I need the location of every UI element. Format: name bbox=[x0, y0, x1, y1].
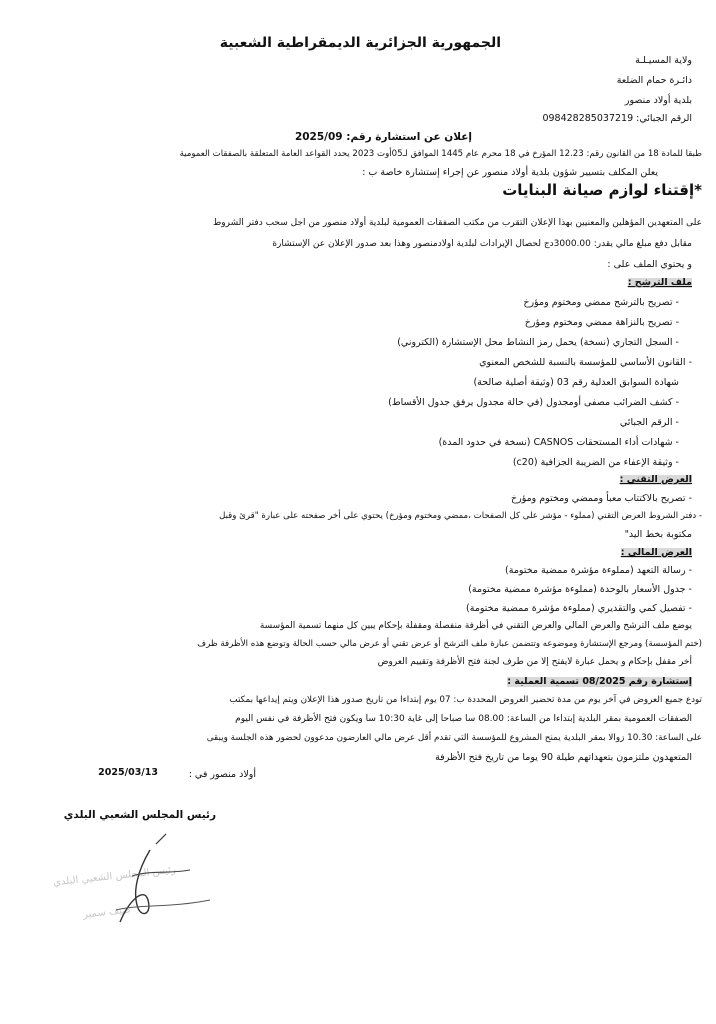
consultation-line-2: الصفقات العمومية بمقر البلدية إبتداءا من الساعة: 08.00 سا صباحا إلى غاية 10:30 سا ويكون فتح الأظرفة في نفس اليوم bbox=[235, 714, 692, 724]
republic-title: الجمهورية الجزائرية الديمقراطية الشعبية bbox=[219, 35, 501, 51]
financial-item: - رسالة التعهد (مملوءة مؤشرة ممضية مختومة) bbox=[505, 565, 692, 576]
legal-basis: طبقا للمادة 18 من القانون رقم: 12.23 المؤرخ في 18 محرم عام 1445 الموافق لـ05أوت 2023 يحدد القواعد العامة المتعلقة بالصفقات العمومية bbox=[179, 149, 702, 159]
candidature-item: - القانون الأساسي للمؤسسة بالنسبة للشخص المعنوي bbox=[479, 357, 692, 368]
tax-number: الرقم الجبائي: 098428285037219 bbox=[542, 113, 692, 124]
financial-title: العرض المالي : bbox=[620, 547, 692, 558]
paragraph-3: و يحتوي الملف على : bbox=[607, 259, 692, 270]
candidature-item: - الرقم الجبائي bbox=[619, 417, 679, 428]
stamp-name: ضيف سمير bbox=[82, 904, 132, 921]
announcement-intro: يعلن المكلف بتسيير شؤون بلدية أولاد منصور عن إجراء إستشارة خاصة ب : bbox=[362, 167, 658, 178]
stamp-title: رئيس المجلس الشعبي البلدي bbox=[52, 864, 177, 889]
candidature-item: - وثيقة الإعفاء من الضريبة الجزافية (c20) bbox=[512, 457, 679, 468]
candidature-title: ملف الترشح : bbox=[627, 277, 692, 288]
technical-item: - دفتر الشروط العرض التقني (مملوء - مؤشر على كل الصفحات ،ممضي ومختوم ومؤرخ) يحتوي على أخر صفحته على عبارة "قرئ وقبل bbox=[219, 511, 702, 521]
consultation-line-4: المتعهدون ملتزمون بتعهداتهم طيلة 90 يوما من تاريخ فتح الأظرفة bbox=[435, 752, 692, 763]
commune-line: بلدية أولاد منصور bbox=[624, 95, 692, 106]
candidature-item: - كشف الضرائب مصفى أومجدول (في حالة مجدول يرفق جدول الأقساط) bbox=[388, 397, 679, 408]
financial-item: - تفصيل كمي والتقديري (مملوءة مؤشرة ممضية مختومة) bbox=[466, 603, 692, 614]
financial-item: - جدول الأسعار بالوحدة (مملوءة مؤشرة ممضية مختومة) bbox=[468, 584, 692, 595]
candidature-item: شهادة السوابق العدلية رقم 03 (وثيقة أصلية صالحة) bbox=[473, 377, 679, 388]
paragraph-2: مقابل دفع مبلغ مالي يقدر: 3000.00دج لحصال الإيرادات لبلدية اولادمنصور وهذا بعد صدور الإعلان عن الإستشارة bbox=[272, 239, 692, 249]
technical-item: مكتوبة بخط اليد" bbox=[624, 529, 692, 540]
technical-title: العرض التقني : bbox=[619, 474, 692, 485]
consultation-title: إستشارة رقم 08/2025 تسمية العملية : bbox=[507, 676, 692, 687]
envelopes-line-2: (ختم المؤسسة) ومرجع الإستشارة وموضوعه وتتضمن عبارة ملف الترشح أو عرض تقني أو عرض مالي حسب الحالة وتوضع هذه الأظرفة ظرف bbox=[197, 639, 702, 649]
signatory-title: رئيس المجلس الشعبي البلدي bbox=[63, 809, 216, 821]
envelopes-line-1: يوضع ملف الترشح والعرض المالي والعرض التقني في أظرفة منفصلة ومقفلة بإحكام يبين كل منهما تسمية المؤسسة bbox=[259, 621, 692, 631]
candidature-item: - شهادات أداء المستحقات CASNOS (نسخة في حدود المدة) bbox=[438, 437, 679, 448]
announcement-title: إعلان عن استشارة رقم: 2025/09 bbox=[294, 131, 472, 143]
candidature-item: - السجل التجاري (نسخة) يحمل رمز النشاط محل الإستشارة (الكتروني) bbox=[397, 337, 679, 348]
envelopes-line-3: أخر مقفل بإحكام و يحمل عبارة لايفتح إلا من طرف لجنة فتح الأظرفة وتقييم العروض bbox=[377, 657, 692, 667]
candidature-item: - تصريح بالنزاهة ممضي ومختوم ومؤرخ bbox=[524, 317, 679, 328]
document-date: 2025/03/13 bbox=[98, 767, 158, 778]
daira-line: دائـرة حمام الضلعة bbox=[616, 75, 692, 86]
place-label: أولاد منصور في : bbox=[188, 769, 256, 780]
consultation-line-1: تودع جميع العروض في آخر يوم من مدة تحضير العروض المحددة ب: 07 يوم إبتداءا من تاريخ صدور هذا الإعلان ويتم إيداعها بمكتب bbox=[229, 695, 702, 705]
technical-item: - تصريح بالاكتتاب معبأ وممضي ومختوم ومؤرخ bbox=[510, 493, 692, 504]
paragraph-1: على المتعهدين المؤهلين والمعنيين بهذا الإعلان التقرب من مكتب الصفقات العمومية لبلدية أولاد منصور من اجل سحب دفتر الشروط bbox=[212, 218, 702, 228]
subject-line: *إقتناء لوازم صيانة البنايات bbox=[502, 181, 702, 199]
candidature-item: - تصريح بالترشح ممضي ومختوم ومؤرخ bbox=[523, 297, 679, 308]
handwritten-signature bbox=[20, 830, 260, 940]
consultation-line-3: على الساعة: 10.30 زوالا بمقر البلدية يمنح المشروع للمؤسسة التي تقدم أقل عرض مالي العارضون مدعوون لحضور هذه الجلسة ويبقى bbox=[206, 733, 702, 743]
wilaya-line: ولاية المسيـلـة bbox=[635, 55, 692, 66]
